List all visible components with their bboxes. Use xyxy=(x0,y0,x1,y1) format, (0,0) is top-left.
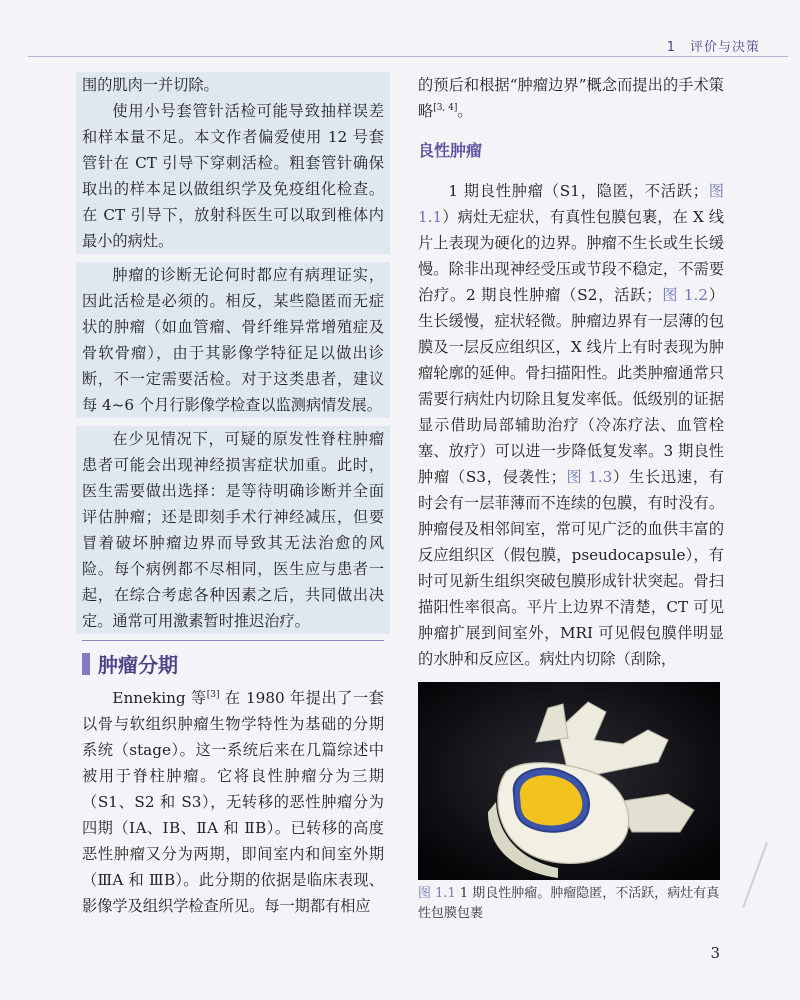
right-column xyxy=(418,72,724,672)
citation-ref: [3, 4] xyxy=(433,102,458,113)
figure-ref-link[interactable]: 图 1.2 xyxy=(661,286,708,304)
text-run: ）生长缓慢，症状轻微。肿瘤边界有一层薄的包膜及一层反应组织区，X 线片上有时表现为肿瘤轮廓的延伸。骨扫描阳性。此类肿瘤通常只需要行病灶内切除且复发率低。低级别的证据显示借助局部辅助治疗（冷冻疗法、血管栓塞、放疗）可以进一步降低复发率。3 期良性肿瘤（S3，侵袭性； xyxy=(418,286,725,486)
shaded-block xyxy=(76,262,390,418)
text-run: 1 期良性肿瘤（S1，隐匿，不活跃； xyxy=(448,182,708,200)
text-run: ）病灶无症状，有真性包膜包裹，在 X 线片上表现为硬化的边界。肿瘤不生长或生长缓慢。除非出现神经受压或节段不稳定，不需要治疗。2 期良性肿瘤（S2，活跃； xyxy=(418,208,724,304)
text-run: ）生长迅速，有时会有一层菲薄而不连续的包膜，有时没有。肿瘤侵及相邻间室，常可见广泛的血供丰富的反应组织区（假包膜，pseudocapsule），有时可见新生组织突破包膜形成针状突起。骨扫描阳性率很高。平片上边界不清楚，CT 可见肿瘤扩展到间室外，MRI 可见假包膜伴明显的水肿和反应区。病灶内切除（刮除， xyxy=(418,468,724,668)
text-run: 在 1980 年提出了一套以骨与软组织肿瘤生物学特性为基础的分期系统（stage）。这一系统后来在几篇综述中被用于脊柱肿瘤。它将良性肿瘤分为三期（S1、S2 和 S3），无转移的恶性肿瘤分为四期（ⅠA、ⅠB、ⅡA 和 ⅡB）。已转移的高度恶性肿瘤又分为两期，即间室内和间室外期（ⅢA 和 ⅢB）。此分期的依据是临床表现、影像学及组织学检查所见。每一期都有相应 xyxy=(82,689,384,915)
section-title: 肿瘤分期 xyxy=(98,653,178,677)
paragraph: 肿瘤的诊断无论何时都应有病理证实，因此活检是必须的。相反，某些隐匿而无症状的肿瘤（如血管瘤、骨纤维异常增殖症及骨软骨瘤），由于其影像学特征足以做出诊断，不一定需要活检。对于这类患者，建议每 4~6 个月行影像学检查以监测病情发展。 xyxy=(82,266,384,414)
shaded-block xyxy=(76,72,390,254)
figure-ref-link[interactable]: 图 1.1 xyxy=(418,182,724,226)
figure-caption xyxy=(418,884,724,924)
left-column xyxy=(82,72,384,634)
paragraph: 使用小号套管针活检可能导致抽样误差和样本量不足。本文作者偏爱使用 12 号套管针在 CT 引导下穿刺活检。粗套管针确保取出的样本足以做组织学及免疫组化检查。在 CT 引导下，放射科医生可以取到椎体内最小的病灶。 xyxy=(82,102,384,250)
paragraph: 在少见情况下，可疑的原发性脊柱肿瘤患者可能会出现神经损害症状加重。此时，医生需要做出选择：是等待明确诊断并全面评估肿瘤；还是即刻手术行神经减压，但要冒着破坏肿瘤边界而导致其无法治愈的风险。每个病例都不尽相同，医生应与患者一起，在综合考虑各种因素之后，共同做出决定。通常可用激素暂时推迟治疗。 xyxy=(82,430,384,630)
running-head: 1 评价与决策 xyxy=(666,40,760,55)
caption-text: 1 期良性肿瘤。肿瘤隐匿，不活跃，病灶有真性包膜包裹 xyxy=(418,886,720,921)
figure-ref-link[interactable]: 图 1.3 xyxy=(565,468,613,486)
paragraph xyxy=(82,685,384,919)
text-run: 的预后和根据“肿瘤边界”概念而提出的手术策略 xyxy=(418,76,724,120)
paragraph xyxy=(418,178,724,672)
section-bar-icon xyxy=(82,653,90,675)
text-run: 。 xyxy=(457,102,473,120)
left-column-bottom xyxy=(82,685,384,919)
figure-label: 图 1.1 xyxy=(418,886,456,901)
paragraph: 围的肌肉一并切除。 xyxy=(82,76,219,94)
shaded-block xyxy=(76,426,390,634)
page-number: 3 xyxy=(710,944,720,962)
scan-mark xyxy=(742,842,768,908)
text-run: Enneking 等 xyxy=(112,689,207,707)
section-heading xyxy=(82,640,384,678)
header-rule xyxy=(28,56,788,57)
paragraph xyxy=(418,72,724,124)
subheading: 良性肿瘤 xyxy=(418,141,483,160)
figure-image xyxy=(418,682,720,880)
vertebra-illustration-icon xyxy=(418,682,720,880)
citation-ref: [3] xyxy=(206,689,220,700)
